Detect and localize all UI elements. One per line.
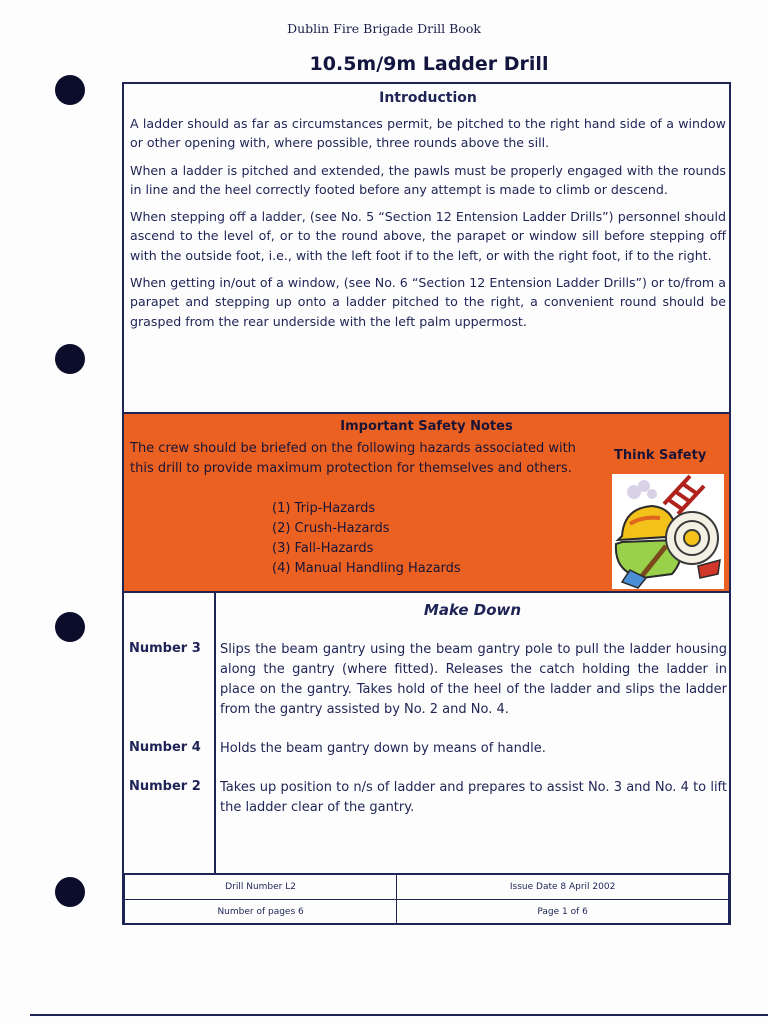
safety-heading: Important Safety Notes — [340, 419, 513, 434]
hazard-item: (3) Fall-Hazards — [272, 541, 374, 556]
step-description: Slips the beam gantry using the beam gantry pole to pull the ladder housing along the gantry (where fitted). Releases the catch holding the ladder in place on the gantry. Takes hold of the heel of the ladder and slips the ladder from the gantry assisted by No. 2 and No. 4. — [220, 642, 727, 717]
column-divider — [214, 593, 216, 873]
page-title: 10.5m/9m Ladder Drill — [309, 53, 549, 75]
drill-number: Drill Number L2 — [125, 874, 397, 900]
step-role: Number 4 — [129, 740, 201, 755]
drill-sheet — [122, 82, 731, 925]
safety-notes-panel — [124, 412, 729, 593]
book-title: Dublin Fire Brigade Drill Book — [287, 21, 481, 36]
punch-hole — [55, 344, 85, 374]
make-down-heading: Make Down — [423, 601, 522, 619]
introduction-section — [124, 84, 729, 412]
hazard-item: (2) Crush-Hazards — [272, 521, 390, 536]
intro-paragraph: When stepping off a ladder, (see No. 5 “Section 12 Entension Ladder Drills”) personnel should ascend to the level of, or to the round above, the parapet or window sill before stepping off with the outside foot, i.e., with the left foot if to the left, or with the right foot, if to the right. — [130, 209, 726, 263]
coiled-hose-icon — [666, 512, 718, 564]
introduction-heading: Introduction — [379, 90, 477, 106]
punch-hole — [55, 75, 85, 105]
step-description: Holds the beam gantry down by means of handle. — [220, 741, 546, 756]
step-role: Number 2 — [129, 779, 201, 794]
step-description: Takes up position to n/s of ladder and prepares to assist No. 3 and No. 4 to lift the ladder clear of the gantry. — [220, 780, 727, 815]
hazard-list — [272, 499, 461, 579]
intro-paragraph: When getting in/out of a window, (see No. 6 “Section 12 Entension Ladder Drills”) or to/from a parapet and stepping up onto a ladder pitched to the right, a convenient round should be grasped from the rear underside with the left palm uppermost. — [130, 275, 726, 329]
punch-hole — [55, 612, 85, 642]
hazard-item: (4) Manual Handling Hazards — [272, 561, 461, 576]
think-safety-label: Think Safety — [614, 448, 707, 463]
page-number: Page 1 of 6 — [397, 900, 729, 925]
intro-paragraph: A ladder should as far as circumstances permit, be pitched to the right hand side of a window or other opening with, where possible, three rounds above the sill. — [130, 116, 726, 151]
firefighting-equipment-illustration — [612, 474, 724, 589]
issue-date: Issue Date 8 April 2002 — [397, 874, 729, 900]
make-down-section — [124, 593, 729, 873]
page-edge-line — [30, 1014, 768, 1016]
punch-hole — [55, 877, 85, 907]
step-role: Number 3 — [129, 641, 201, 656]
intro-paragraph: When a ladder is pitched and extended, the pawls must be properly engaged with the rounds in line and the heel correctly footed before any attempt is made to climb or descend. — [130, 162, 726, 197]
document-footer-table — [124, 873, 729, 925]
number-of-pages: Number of pages 6 — [125, 900, 397, 925]
hazard-item: (1) Trip-Hazards — [272, 501, 376, 516]
ladder-icon — [664, 476, 704, 514]
safety-intro: The crew should be briefed on the following hazards associated with this drill to provide maximum protection for themselves and others. — [130, 441, 576, 476]
smoke-icon — [627, 480, 657, 499]
